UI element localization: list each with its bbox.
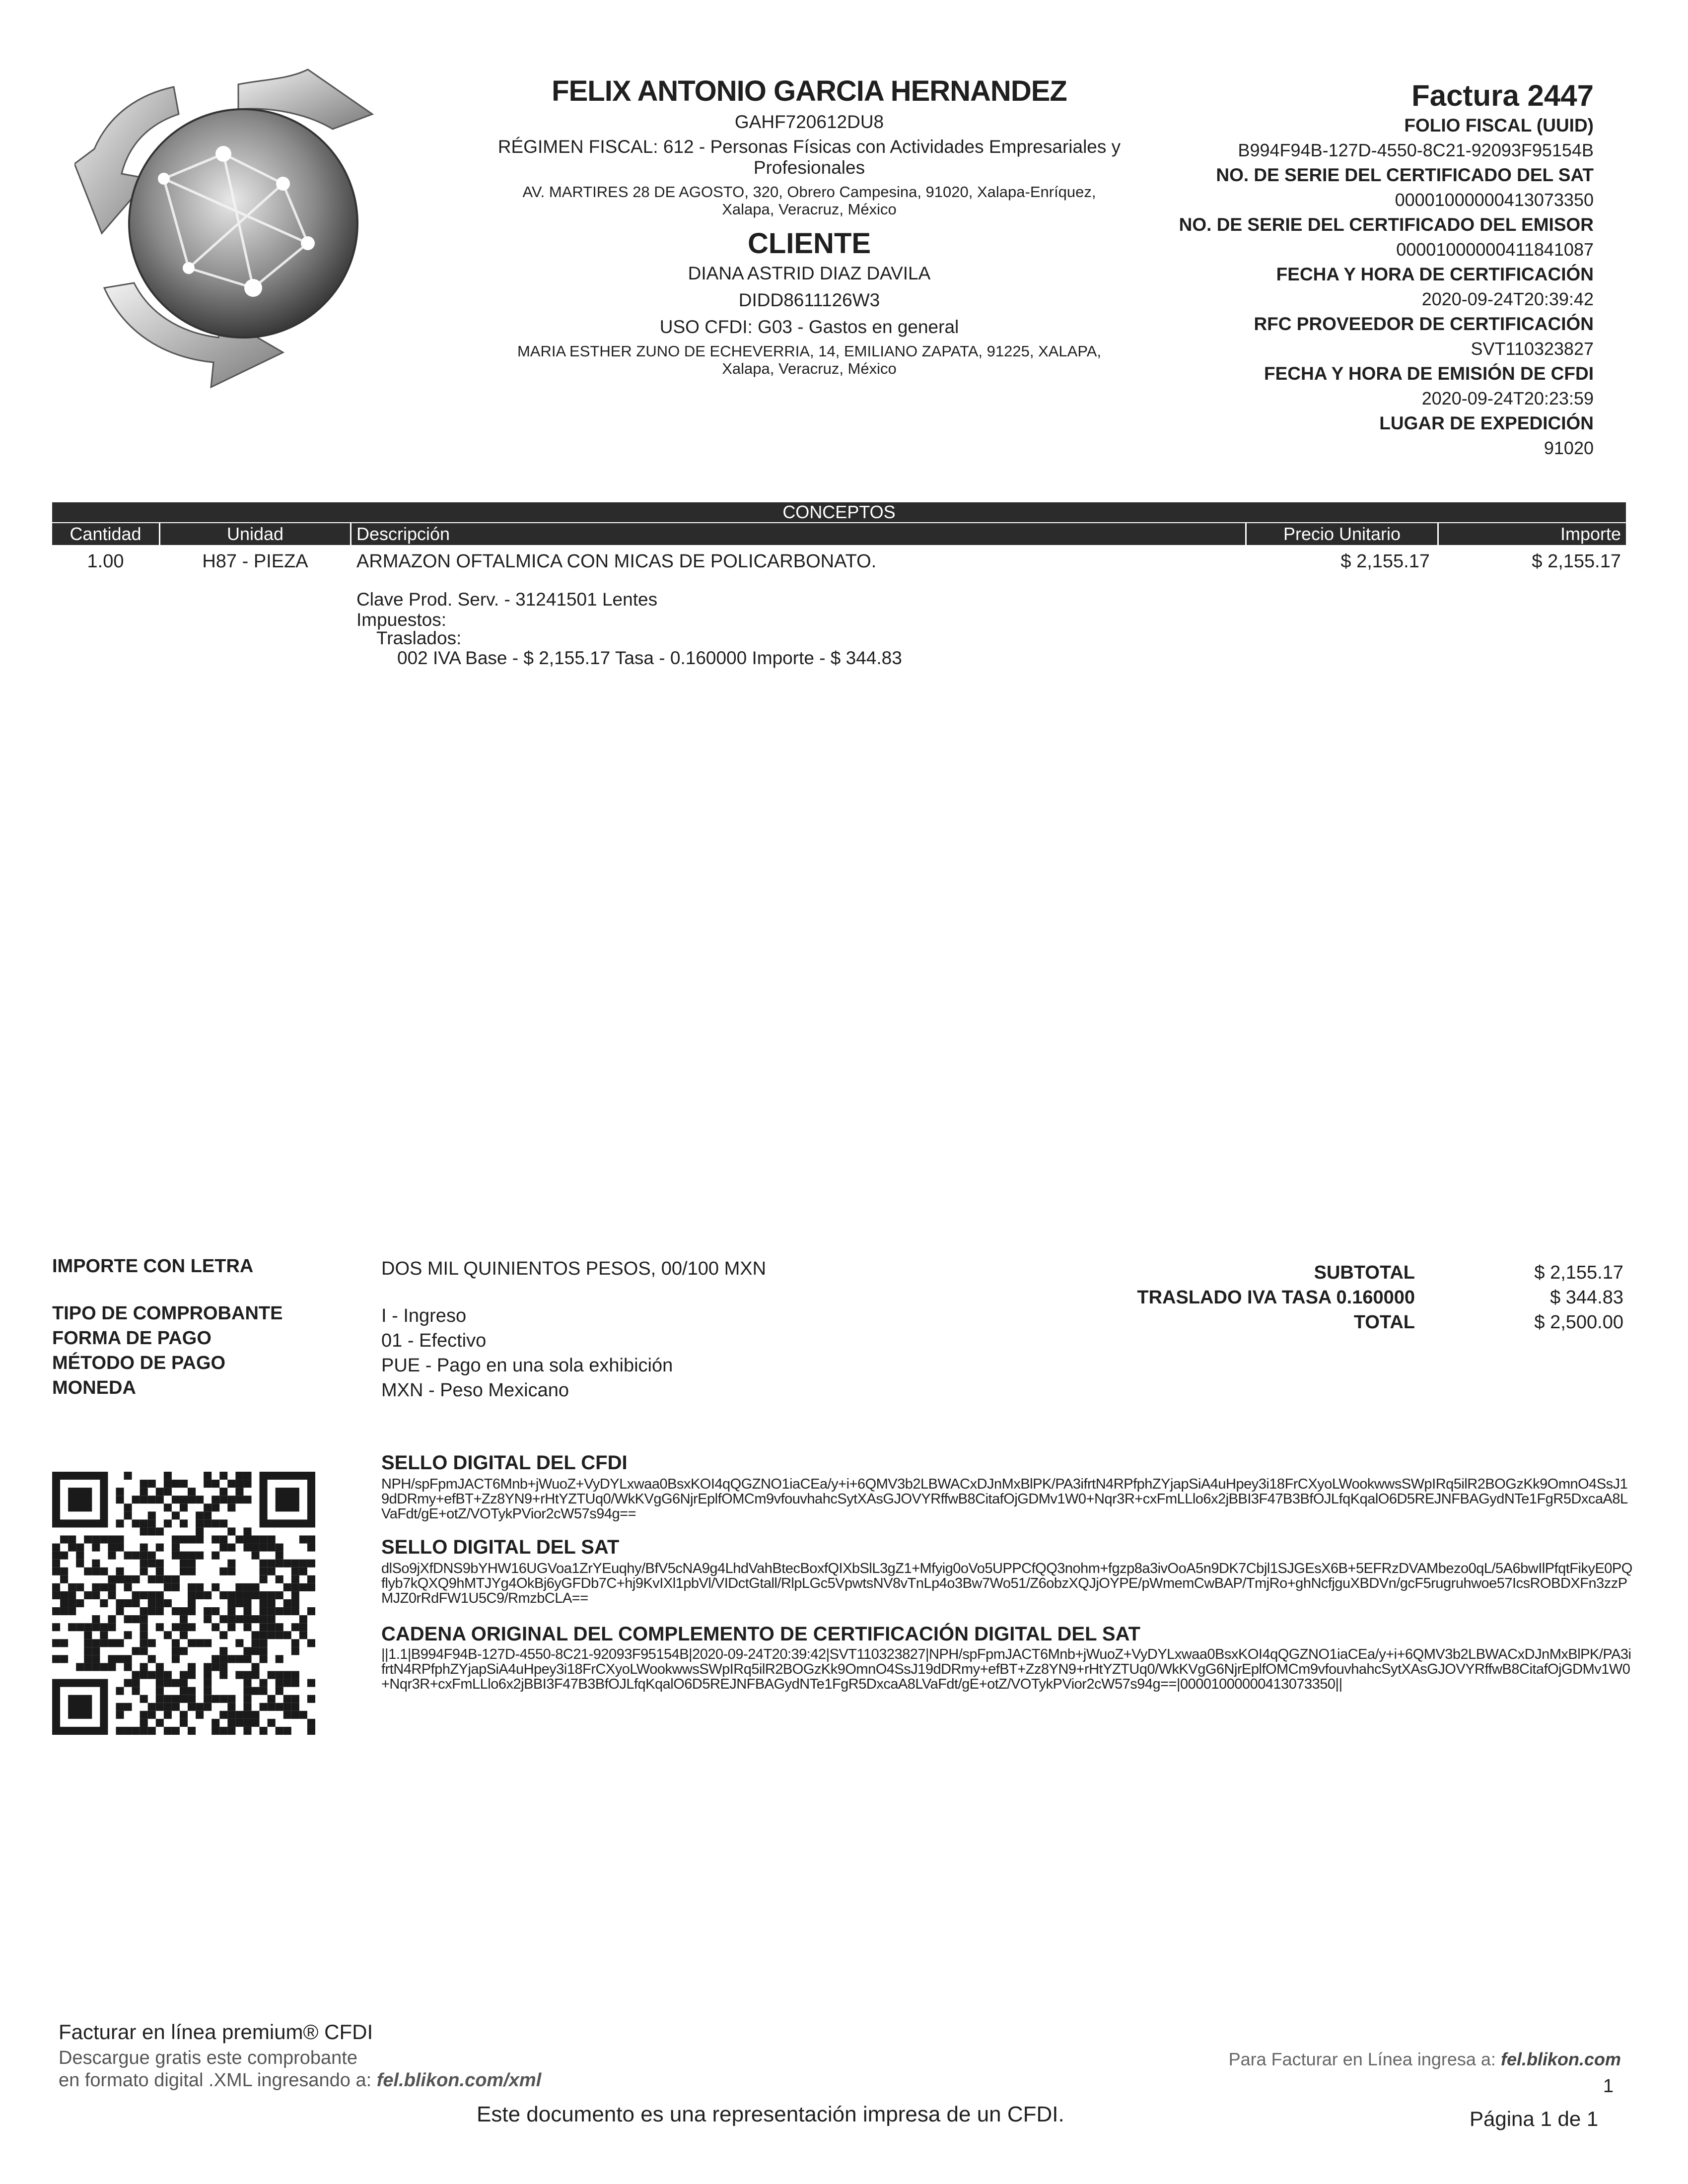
footer-page-of: Página 1 de 1: [1470, 2107, 1599, 2130]
subtotal-value: $ 2,155.17: [1534, 1262, 1623, 1283]
issuer-rfc: GAHF720612DU8: [734, 112, 884, 132]
item-iva: 002 IVA Base - $ 2,155.17 Tasa - 0.160000 Importe - $ 344.83: [397, 648, 902, 668]
fecha-emision-value: 2020-09-24T20:23:59: [1421, 388, 1594, 409]
footer-fel-link[interactable]: fel.blikon.com: [1500, 2049, 1621, 2069]
lugar-label: LUGAR DE EXPEDICIÓN: [1379, 413, 1594, 433]
concepts-bar: CONCEPTOS: [52, 502, 1626, 522]
header-descripcion: Descripción: [352, 523, 1247, 545]
sello-cfdi-value: NPH/spFpmJACT6Mnb+jWuoZ+VyDYLxwaa0BsxKOI4qQGZNO1iaCEa/y+i+6QMV3b2LBWACxDJnMxBlPK/PA3ifrtN4RPfphZYjapSiA4uHpey3i18FrCXyoLWookwwsSWpIRq5ilR2BOGzKk9OmnO4SsJ19dDRmy+efBT+Zz8YN9+rHtYZTUq0/WkKVgG6NjrEplfOMCm9vfouvhahcSytXAsGJOVYRffwB8CitafOjGDMv1W0+Nqr3R+cxFmLLlo6x2jBBI3F47B3BfOJLfqKqalO6D5REJNFBAGydNTe1FgR5DxcaA8LVaFdt/gE+otZ/VOTykPVior2cW57s94g==: [381, 1476, 1628, 1522]
footer-right-prefix: Para Facturar en Línea ingresa a:: [1228, 2049, 1501, 2069]
footer-page-number: 1: [1603, 2076, 1614, 2097]
footer-download-line1: Descargue gratis este comprobante: [59, 2048, 357, 2068]
item-impuestos: Impuestos:: [356, 610, 446, 630]
footer-xml-link[interactable]: fel.blikon.com/xml: [376, 2070, 542, 2091]
invoice-title: Factura 2447: [1411, 79, 1594, 112]
metodo-label: MÉTODO DE PAGO: [52, 1353, 226, 1373]
serie-sat-value: 00001000000413073350: [1395, 190, 1594, 210]
fecha-emision-label: FECHA Y HORA DE EMISIÓN DE CFDI: [1264, 363, 1594, 384]
qr-code: [52, 1472, 315, 1735]
moneda-value: MXN - Peso Mexicano: [381, 1380, 569, 1401]
fecha-cert-value: 2020-09-24T20:39:42: [1421, 289, 1594, 309]
item-importe: $ 2,155.17: [1532, 551, 1621, 572]
footer-representation: Este documento es una representación impresa de un CFDI.: [477, 2102, 1064, 2126]
folio-label: FOLIO FISCAL (UUID): [1404, 115, 1594, 136]
header-cantidad: Cantidad: [52, 523, 160, 545]
fecha-cert-label: FECHA Y HORA DE CERTIFICACIÓN: [1276, 264, 1594, 284]
iva-value: $ 344.83: [1550, 1287, 1623, 1308]
sello-sat-value: dlSo9jXfDNS9bYHW16UGVoa1ZrYEuqhy/BfV5cNA9g4LhdVahBtecBoxfQIXbSlL3gZ1+Mfyig0oVo5UPPCfQQ3nohm+fgzp8a3ivOoA5n9DK7Cbjl1SJGEsX6B+5EFRzDVAMbezo0qL/5A6bwIlPfqtFikyE0PQflyb7kQXQ9hMTJYg4OkBj6yGFDb7C+hj9KvIXl1pbVl/VIDctGtall/RlpLGc5VpwtsNV8vTnLp4o3Bw7Wo51/Z6obzXQJjOYPE/pWmemCwBAP/TmjRo+ghNcfjguXBDVn/gcF5rugruhwoe57IcsROBDXFn3zzPMJZ0rRdFW1U5C9/RmzbCLA==: [381, 1561, 1632, 1606]
footer-download-line2: [59, 2070, 541, 2091]
total-value: $ 2,500.00: [1534, 1312, 1623, 1333]
folio-value: B994F94B-127D-4550-8C21-92093F95154B: [1238, 140, 1594, 160]
iva-label: TRASLADO IVA TASA 0.160000: [1137, 1287, 1415, 1308]
total-label: TOTAL: [1353, 1312, 1415, 1333]
company-logo: [74, 55, 382, 397]
serie-emisor-value: 00001000000411841087: [1396, 239, 1594, 260]
rfc-prov-label: RFC PROVEEDOR DE CERTIFICACIÓN: [1254, 314, 1594, 334]
client-rfc: DIDD8611126W3: [738, 290, 880, 310]
item-precio: $ 2,155.17: [1340, 551, 1430, 572]
importe-letra-label: IMPORTE CON LETRA: [52, 1256, 254, 1277]
moneda-label: MONEDA: [52, 1377, 136, 1398]
issuer-regimen-cont: Profesionales: [753, 157, 865, 178]
footer-download-prefix: en formato digital .XML ingresando a:: [59, 2070, 377, 2091]
serie-emisor-label: NO. DE SERIE DEL CERTIFICADO DEL EMISOR: [1179, 214, 1594, 235]
item-descripcion: ARMAZON OFTALMICA CON MICAS DE POLICARBONATO.: [356, 551, 877, 572]
header-importe: Importe: [1560, 524, 1621, 544]
cadena-title: CADENA ORIGINAL DEL COMPLEMENTO DE CERTIFICACIÓN DIGITAL DEL SAT: [381, 1623, 1140, 1645]
client-name: DIANA ASTRID DIAZ DAVILA: [688, 263, 931, 283]
subtotal-label: SUBTOTAL: [1314, 1262, 1415, 1283]
lugar-value: 91020: [1544, 438, 1594, 458]
header-unidad: Unidad: [160, 523, 352, 545]
item-clave: Clave Prod. Serv. - 31241501 Lentes: [356, 589, 658, 610]
issuer-address-cont: Xalapa, Veracruz, México: [722, 201, 897, 218]
issuer-regimen: RÉGIMEN FISCAL: 612 - Personas Físicas con Actividades Empresariales y: [497, 136, 1121, 157]
concepts-header: [52, 523, 1626, 545]
item-cantidad: 1.00: [87, 551, 124, 572]
sello-sat-title: SELLO DIGITAL DEL SAT: [381, 1536, 620, 1558]
client-heading: CLIENTE: [747, 227, 871, 260]
metodo-value: PUE - Pago en una sola exhibición: [381, 1355, 673, 1376]
importe-letra-value: DOS MIL QUINIENTOS PESOS, 00/100 MXN: [381, 1258, 767, 1279]
cadena-value: ||1.1|B994F94B-127D-4550-8C21-92093F95154B|2020-09-24T20:39:42|SVT110323827|NPH/spFpmJACT6Mnb+jWuoZ+VyDYLxwaa0BsxKOI4qQGZNO1iaCEa/y+i+6QMV3b2LBWACxDJnMxBlPK/PA3ifrtN4RPfphZYjapSiA4uHpey3i18FrCXyoLWookwwsSWpIRq5ilR2BOGzKk9OmnO4SsJ19dDRmy+efBT+Zz8YN9+rHtYZTUq0/WkKVgG6NjrEplfOMCm9vfouvhahcSytXAsGJOVYRffwB8CitafOjGDMv1W0+Nqr3R+cxFmLLlo6x2jBBI3F47B3BfOJLfqKqalO6D5REJNFBAGydNTe1FgR5DxcaA8LVaFdt/gE+otZ/VOTykPVior2cW57s94g==|00001000000413073350||: [381, 1646, 1631, 1692]
tipo-label: TIPO DE COMPROBANTE: [52, 1303, 283, 1324]
header-precio: Precio Unitario: [1247, 523, 1439, 545]
footer-right-line: [993, 2049, 1621, 2070]
client-address-cont: Xalapa, Veracruz, México: [722, 360, 897, 377]
item-unidad: H87 - PIEZA: [202, 551, 308, 572]
forma-label: FORMA DE PAGO: [52, 1328, 211, 1349]
issuer-address: AV. MARTIRES 28 DE AGOSTO, 320, Obrero Campesina, 91020, Xalapa-Enríquez,: [522, 183, 1096, 201]
client-address: MARIA ESTHER ZUNO DE ECHEVERRIA, 14, EMILIANO ZAPATA, 91225, XALAPA,: [517, 342, 1102, 360]
footer-brand: Facturar en línea premium® CFDI: [59, 2020, 373, 2044]
client-uso-cfdi: USO CFDI: G03 - Gastos en general: [659, 317, 959, 337]
rfc-prov-value: SVT110323827: [1471, 339, 1594, 359]
fiscal-block: [1048, 78, 1594, 461]
serie-sat-label: NO. DE SERIE DEL CERTIFICADO DEL SAT: [1216, 165, 1594, 185]
issuer-name: FELIX ANTONIO GARCIA HERNANDEZ: [552, 75, 1067, 107]
sello-cfdi-title: SELLO DIGITAL DEL CFDI: [381, 1452, 628, 1474]
item-traslados: Traslados:: [376, 628, 462, 648]
forma-value: 01 - Efectivo: [381, 1330, 487, 1351]
tipo-value: I - Ingreso: [381, 1305, 467, 1326]
